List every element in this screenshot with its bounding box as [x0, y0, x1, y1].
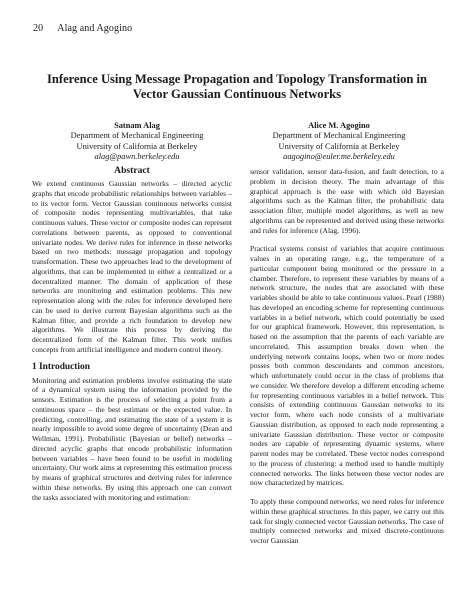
author-department: Department of Mechanical Engineering [70, 131, 204, 141]
paper-title [30, 72, 444, 102]
right-column [250, 167, 444, 546]
left-column [32, 165, 232, 502]
author-email: aagogino@euler.me.berkeley.edu [283, 152, 395, 162]
author-block-2 [244, 121, 434, 163]
abstract-text: We extend continuous Gaussian networks – directed acyclic graphs that encode probabilistic relationships between variables – to its vector form. Vector Gaussian continuous networks consist of composite nodes representing multivariables, that take continuous values. These vector or composite nodes can represent correlations between parents, as opposed to conventional univariate nodes. We derive rules for inference in these networks based on two methods: message propagation and topology transformation. These two approaches lead to the development of algorithms, that can be implemented in either a centralized or a decentralized manner. The domain of application of these networks are monitoring and estimation problems. This new representation along with the rules for inference developed here can be used to derive current Bayesian algorithms such as the Kalman filter, and provide a rich foundation to develop new algorithms. We illustrate this process by deriving the decentralized form of the Kalman filter. This work unifies concepts from artificial intelligence and modern control theory. [32, 179, 232, 354]
body-paragraph: Practical systems consist of variables that acquire continuous values in an operating range, e.g., the temperature of a particular component being monitored or the pressure in a chamber. Therefore, to represent these variables by means of a network structure, the nodes that are associated with these variables should be able to take continuous values. Pearl (1988) has developed an encoding scheme for representing continuous variables in a belief network, which could potentially be used for our graphical framework. However, this representation, is based on the assumption that the parents of each variable are uncorrelated. This assumption breaks down when the underlying network contains loops, when two or more nodes posses both common descendants and common ancestors, which unfortunately could occur in the class of problems that we consider. We therefore develop a different encoding scheme for representing continuous variables in a belief network. This consists of extending continuous Gaussian networks to its vector form, where each node consists of a multivariate Gaussian distribution, as opposed to each node representing a univariate Gaussian distribution. These vector or composite nodes are capable of representing dynamic systems, where parent nodes may be correlated. These vector nodes correspond to the process of clustering: a method used to handle multiply connected networks. The links between these vector nodes are now characterized by matrices. [250, 244, 444, 488]
introduction-text: Monitoring and estimation problems involve estimating the state of a dynamical system using the information provided by the sensors. Estimation is the process of selecting a point from a continuous space – the best estimate or the expected value. In predicting, controlling, and estimating the state of a system it is nearly impossible to avoid some degree of uncertainty (Dean and Wellman, 1991). Probabilistic (Bayesian or belief) networks – directed acyclic graphs that encode probabilistic information between variables – have been found to be useful in modeling uncertainty. Our work aims at representing this estimation process by means of graphical structures and deriving rules for inference within these networks. By using this approach one can convert the tasks associated with monitoring and estimation: [32, 375, 232, 502]
paper-title-line1: Inference Using Message Propagation and Topology Transformation in [46, 72, 428, 86]
running-head-authors: Alag and Agogino [57, 23, 133, 34]
author-name: Alice M. Agogino [308, 121, 370, 130]
author-department: Department of Mechanical Engineering [272, 131, 406, 141]
abstract-heading: Abstract [114, 165, 150, 176]
introduction-heading: 1 Introduction [32, 361, 90, 372]
body-paragraph: To apply these compound networks, we need rules for inference within these graphical structures. In this paper, we carry out this task for singly connected vector Gaussian networks. The case of multiply connected networks and mixed discrete-continuous vector Gaussian [250, 497, 444, 545]
page-number: 20 [33, 23, 44, 34]
paper-title-line2: Vector Gaussian Continuous Networks [132, 87, 342, 101]
author-block-1 [42, 121, 232, 163]
author-email: alag@pawn.berkeley.edu [94, 152, 180, 162]
body-paragraph: sensor validation, sensor data-fusion, and fault detection, to a problem in decision theory. The main advantage of this graphical approach is the ease with which old Bayesian algorithms such as the Kalman filter, the probabilistic data association filter, multiple model algorithms, as well as new algorithms can be represented and derived using these networks and rules for inference (Alag, 1996). [250, 167, 444, 235]
running-header [33, 23, 132, 34]
author-affiliation: University of California at Berkeley [76, 141, 198, 151]
author-name: Satnam Alag [114, 121, 160, 130]
author-affiliation: University of California at Berkeley [278, 141, 400, 151]
